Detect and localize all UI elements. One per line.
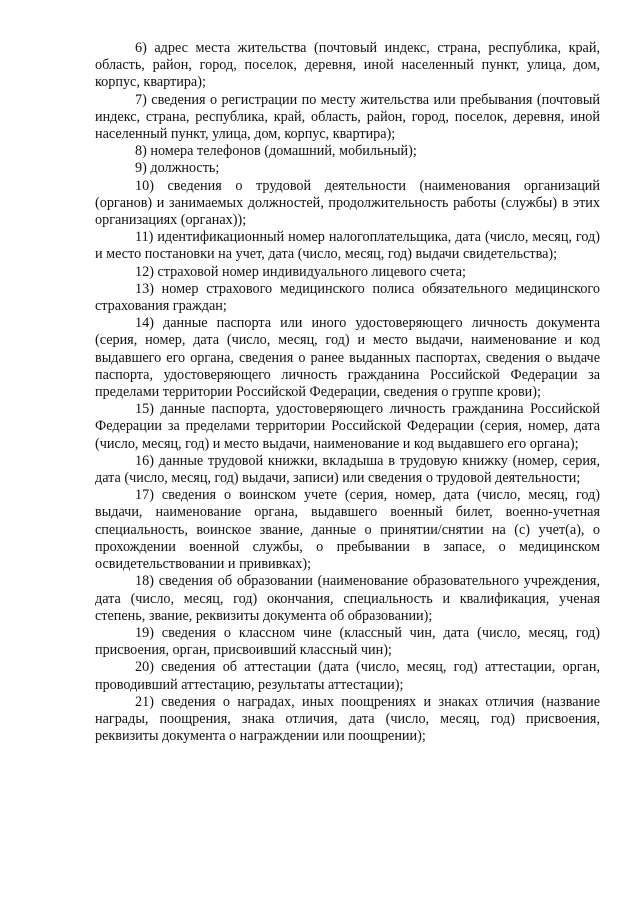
list-item-8: 8) номера телефонов (домашний, мобильный); xyxy=(135,143,417,160)
list-item-13: 13) номер страхового медицинского полиса обязательного медицинского страхования граждан; xyxy=(95,280,600,315)
list-item-19: 19) сведения о классном чине (классный чин, дата (число, месяц, год) присвоения, орган, присвоивший классный чин); xyxy=(95,624,600,659)
list-item-7: 7) сведения о регистрации по месту жительства или пребывания (почтовый индекс, страна, республика, край, область, район, город, поселок, деревня, иной населенный пункт, улица, дом, корпус, квартира); xyxy=(95,91,600,143)
list-item-10: 10) сведения о трудовой деятельности (наименования организаций (органов) и занимаемых должностей, продолжительность работы (службы) в этих организациях (органах)); xyxy=(95,177,600,229)
list-item-12: 12) страховой номер индивидуального лицевого счета; xyxy=(135,263,466,280)
list-item-15: 15) данные паспорта, удостоверяющего личность гражданина Российской Федерации за пределами территории Российской Федерации (серия, номер, дата (число, месяц, год) и место выдачи, наименование и код выдавшего его органа); xyxy=(95,401,600,452)
list-item-17: 17) сведения о воинском учете (серия, номер, дата (число, месяц, год) выдачи, наименование органа, выдавшего военный билет, военно-учетная специальность, воинское звание, данные о принятии/снятии на (с) учет(а), о прохождении военной службы, о пребывании в запасе, о медицинском освидетельствовании и прививках); xyxy=(95,487,600,573)
list-item-11: 11) идентификационный номер налогоплательщика, дата (число, месяц, год) и место постановки на учет, дата (число, месяц, год) выдачи свидетельства); xyxy=(95,229,600,263)
list-item-16: 16) данные трудовой книжки, вкладыша в трудовую книжку (номер, серия, дата (число, месяц, год) выдачи, записи) или сведения о трудовой деятельности; xyxy=(95,452,600,487)
list-item-9: 9) должность; xyxy=(135,160,220,177)
list-item-6: 6) адрес места жительства (почтовый индекс, страна, республика, край, область, район, город, поселок, деревня, иной населенный пункт, улица, дом, корпус, квартира); xyxy=(95,40,600,91)
list-item-20: 20) сведения об аттестации (дата (число, месяц, год) аттестации, орган, проводивший аттестацию, результаты аттестации); xyxy=(95,659,600,693)
list-item-18: 18) сведения об образовании (наименование образовательного учреждения, дата (число, месяц, год) окончания, специальность и квалификация, ученая степень, звание, реквизиты документа об образовании); xyxy=(95,573,600,624)
document-body xyxy=(95,40,600,745)
list-item-21: 21) сведения о наградах, иных поощрениях и знаках отличия (название награды, поощрения, знака отличия, дата (число, месяц, год) присвоения, реквизиты документа о награждении или поощрении); xyxy=(95,693,600,745)
list-item-14: 14) данные паспорта или иного удостоверяющего личность документа (серия, номер, дата (число, месяц, год) и место выдачи, наименование и код выдавшего его органа, сведения о ранее выданных паспортах, сведения о выдаче паспорта, удостоверяющего личность гражданина Российской Федерации за пределами территории Российской Федерации, сведения о группе крови); xyxy=(95,315,600,401)
